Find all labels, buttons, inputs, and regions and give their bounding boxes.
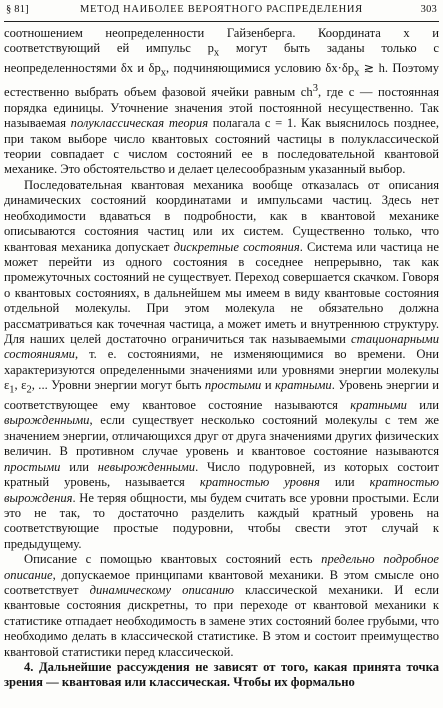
item-number: 4. — [24, 659, 34, 674]
paragraph-4: 4. Дальнейшие рассуждения не зависят от того, какая принята точка зрения — квантовая или классическая. Чтобы их формально — [4, 659, 439, 690]
paragraph-1: соотношением неопределенности Гайзенберга. Координата x и соответствующий ей импульс $p_x$ могут быть заданы только с неопределенностями δx и $\delta p_x$, подчиняющимися условию $\delta x\cdot\delta p_x$ ≳ h. Поэтому естественно выбрать объем фазовой ячейки равным $ch^3$, где c — постоянная порядка единицы. Уточнение значения этой постоянной несущественно. Так называемая полуклассическая теория полагала c = 1. Как выяснилось позднее, при таком выборе число квантовых состояний частицы в полуклассической теории совпадает с числом состояний ее в последовательной квантовой механике. Это обстоятельство и делает целесообразным указанный выбор. — [4, 26, 440, 177]
section-marker: § 81] — [6, 4, 29, 15]
header-rule — [4, 21, 439, 22]
paragraph-3: Описание с помощью квантовых состояний есть предельно подробное описание, допускаемое принципами квантовой механики. В этом смысле оно соответствует динамическому описанию классической механики. И если квантовые состояния дискретны, то при переходе от квантовой механики к статистике отпадает необходимость в замене этих состояний более грубыми, что необходимо делать в классической статистике. В этом и состоит преимущество квантовой статистики перед классической. — [4, 552, 440, 659]
page-number: 303 — [420, 4, 437, 15]
body-text — [4, 26, 439, 691]
chapter-title: МЕТОД НАИБОЛЕЕ ВЕРОЯТНОГО РАСПРЕДЕЛЕНИЯ — [80, 4, 363, 15]
paragraph-2: Последовательная квантовая механика вообще отказалась от описания динамических состояний координатами и импульсами частиц. Здесь нет необходимости вдаваться в подробности, как в квантовой механике описываются состояния частиц или их систем. Существенно только, что квантовая механика допускает дискретные состояния. Система или частица не может перейти из одного состояния в соседнее непрерывно, так как промежуточных состояний не существует. Переход совершается скачком. Говоря о квантовых состояниях, в дальнейшем мы имеем в виду квантовые состояния отдельной молекулы. При этом молекула не обязательно должна рассматриваться как точечная частица, а может иметь и внутреннюю структуру. Для наших целей достаточно ограничиться так называемыми стационарными состояниями, т. е. состояниями, не изменяющимися во времени. Они характеризуются определенными значениями или уровнями энергии молекулы $\varepsilon_1$, $\varepsilon_2$, ... Уровни энергии могут быть простыми и кратными. Уровень энергии и соответствующее ему квантовое состояние называются кратными или вырожденными, если существует несколько состояний молекулы с тем же значением энергии, отличающихся друг от друга значениями других физических величин. В противном случае уровень и квантовое состояние называются простыми или невырожденными. Число подуровней, из которых состоит кратный уровень, называется кратностью уровня или кратностью вырождения. Не теряя общности, мы будем считать все уровни простыми. Если это не так, то достаточно разделить каждый кратный уровень на соответствующие простые подуровни, чтобы свести этот случай к предыдущему. — [4, 177, 440, 551]
